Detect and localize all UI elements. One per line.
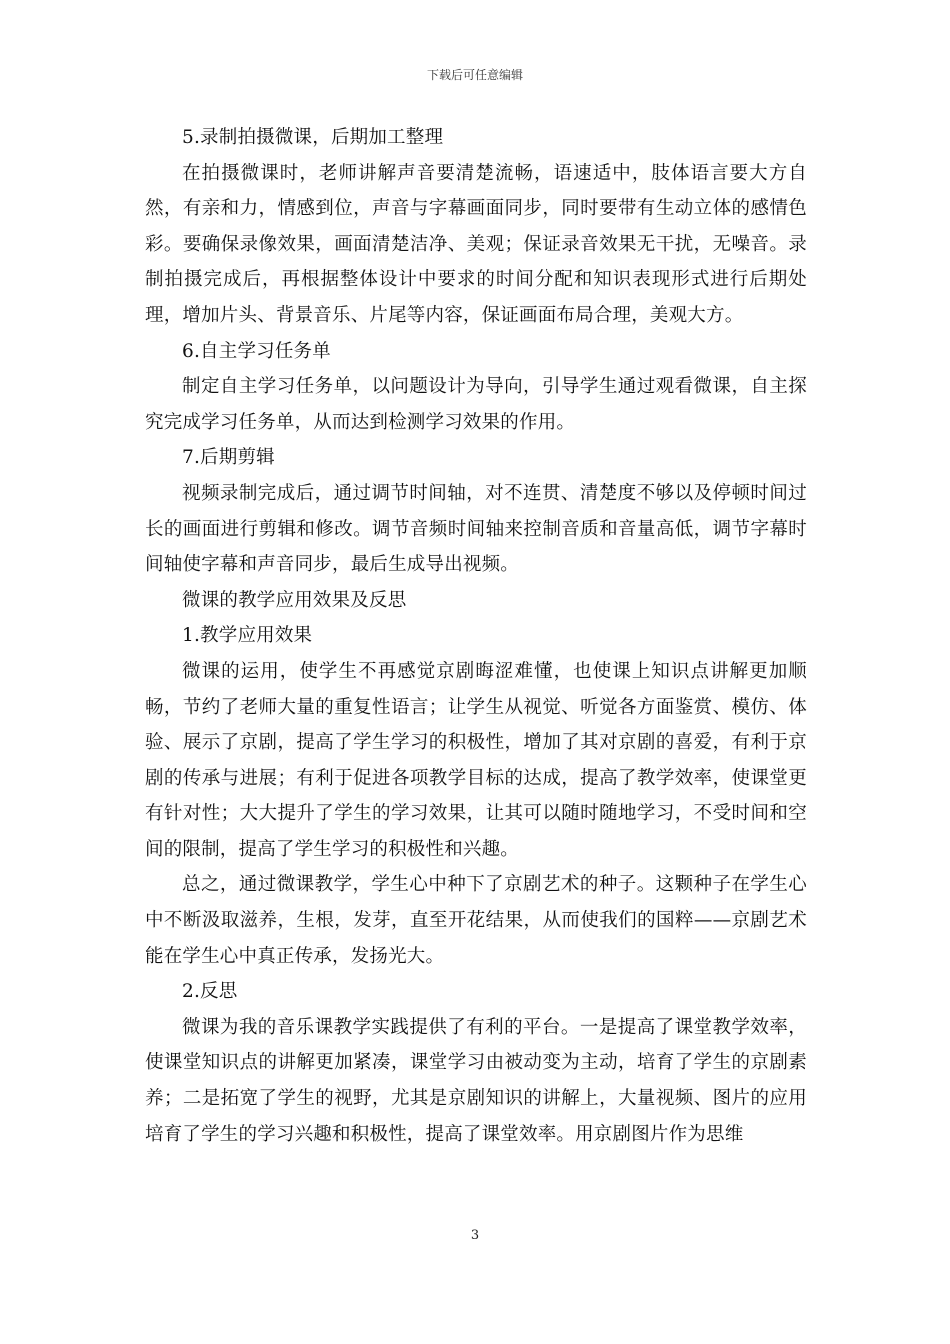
section-heading-effects: 微课的教学应用效果及反思 [182,589,407,611]
document-body [145,120,807,1152]
subsection-heading-1: 1.教学应用效果 [182,625,313,647]
page-header-note: 下载后可任意编辑 [426,68,523,82]
section-heading-7: 7.后期剪辑 [182,447,275,469]
section-heading-6: 6.自主学习任务单 [182,340,331,362]
subsection-heading-2: 2.反思 [182,981,238,1003]
paragraph-application-effects: 微课的运用，使学生不再感觉京剧晦涩难懂，也使课上知识点讲解更加顺畅，节约了老师大量的重复性语言；让学生从视觉、听觉各方面鉴赏、模仿、体验、展示了京剧，提高了学生学习的积极性，增加了其对京剧的喜爱，有利于京剧的传承与进展；有利于促进各项教学目标的达成，提高了教学效率，使课堂更有针对性；大大提升了学生的学习效果，让其可以随时随地学习，不受时间和空间的限制，提高了学生学习的积极性和兴趣。 [145,660,807,860]
paragraph-reflection: 微课为我的音乐课教学实践提供了有利的平台。一是提高了课堂教学效率，使课堂知识点的讲解更加紧凑，课堂学习由被动变为主动，培育了学生的京剧素养；二是拓宽了学生的视野，尤其是京剧知识的讲解上，大量视频、图片的应用培育了学生的学习兴趣和积极性，提高了课堂效率。用京剧图片作为思维 [145,1016,807,1145]
page-number: 3 [470,1228,480,1243]
paragraph-recording: 在拍摄微课时，老师讲解声音要清楚流畅，语速适中，肢体语言要大方自然，有亲和力，情感到位，声音与字幕画面同步，同时要带有生动立体的感情色彩。要确保录像效果，画面清楚洁净、美观；保证录音效果无干扰，无噪音。录制拍摄完成后，再根据整体设计中要求的时间分配和知识表现形式进行后期处理，增加片头、背景音乐、片尾等内容，保证画面布局合理，美观大方。 [145,162,807,326]
paragraph-editing: 视频录制完成后，通过调节时间轴，对不连贯、清楚度不够以及停顿时间过长的画面进行剪辑和修改。调节音频时间轴来控制音质和音量高低，调节字幕时间轴使字幕和声音同步，最后生成导出视频。 [145,482,807,576]
paragraph-conclusion: 总之，通过微课教学，学生心中种下了京剧艺术的种子。这颗种子在学生心中不断汲取滋养，生根，发芽，直至开花结果，从而使我们的国粹——京剧艺术能在学生心中真正传承，发扬光大。 [145,874,807,967]
paragraph-task-sheet: 制定自主学习任务单，以问题设计为导向，引导学生通过观看微课，自主探究完成学习任务单，从而达到检测学习效果的作用。 [145,376,807,433]
section-heading-5: 5.录制拍摄微课，后期加工整理 [182,127,444,148]
